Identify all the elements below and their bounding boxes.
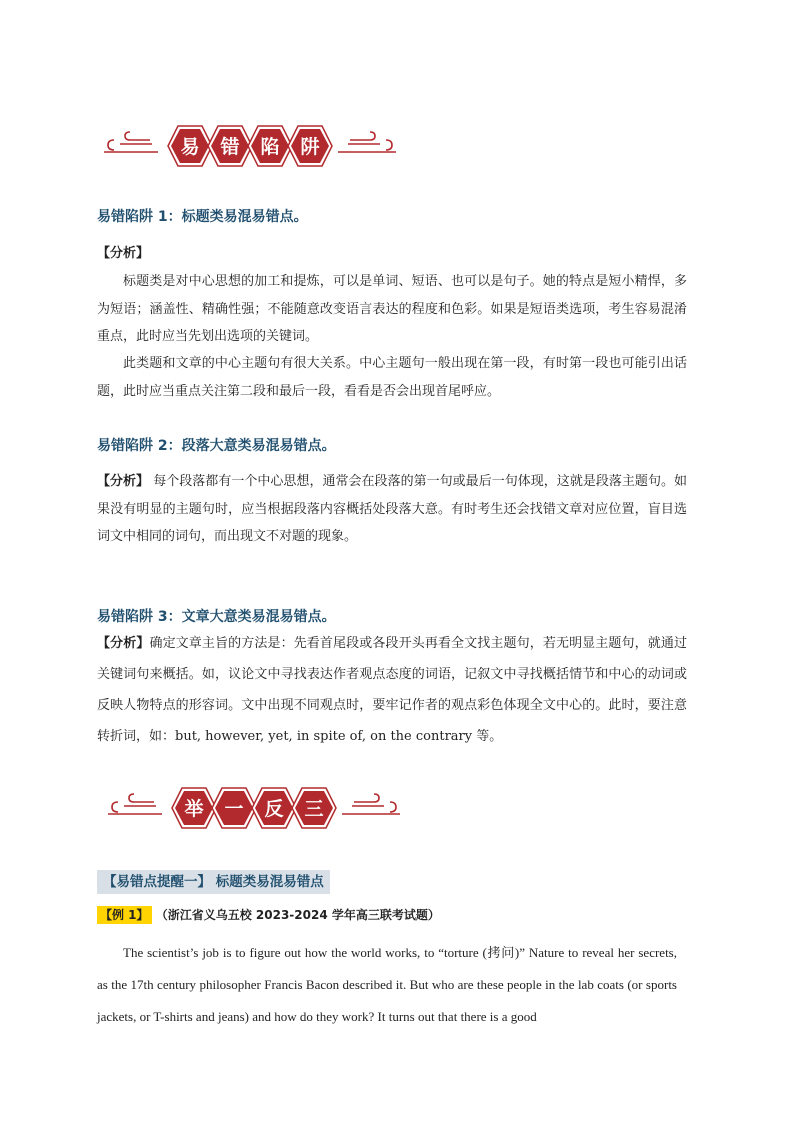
reminder-heading: 【易错点提醒一】 标题类易混易错点 (97, 870, 330, 894)
trap1-paragraph-1: 标题类是对中心思想的加工和提炼，可以是单词、短语、也可以是句子。她的特点是短小精悍，多为短语；涵盖性、精确性强；不能随意改变语言表达的程度和色彩。如果是短语类选项，考生容易混淆重点，此时应当先划出选项的关键词。 (97, 274, 687, 344)
trap1-paragraph-2: 此类题和文章的中心主题句有很大关系。中心主题句一般出现在第一段，有时第一段也可能引出话题，此时应当重点关注第二段和最后一段，看看是否会出现首尾呼应。 (97, 356, 687, 399)
trap3-heading: 易错陷阱 3：文章大意类易混易错点。 (97, 609, 336, 625)
trap2-heading: 易错陷阱 2：段落大意类易混易错点。 (97, 438, 336, 454)
banner-char: 阱 (300, 136, 320, 158)
trap1-analysis (97, 240, 687, 268)
example-tag: 【例 1】 (97, 906, 152, 924)
analysis-label: 【分析】 (97, 636, 150, 651)
trap3-analysis (97, 628, 687, 752)
example-header (97, 906, 440, 923)
banner-char: 一 (224, 798, 244, 820)
trap1-heading: 易错陷阱 1：标题类易混易错点。 (97, 209, 308, 225)
analysis-label: 【分析】 (97, 246, 150, 261)
trap3-paragraph: 确定文章主旨的方法是：先看首尾段或各段开头再看全文找主题句，若无明显主题句，就通过关键词句来概括。如，议论文中寻找表达作者观点态度的词语，记叙文中寻找概括情节和中心的动词或反映人物特点的形容词。文中出现不同观点时，要牢记作者的观点彩色体现全文中心的。此时，要注意转折词，如：but, however, yet, in spite of, on the contrary 等。 (97, 636, 687, 744)
reading-passage: The scientist’s job is to figure out how the world works, to “torture (拷问)” Nature to reveal her secrets, as the 17th century philosopher Francis Bacon described it. But who are these people in the lab coats (or sports jackets, or T-shirts and jeans) and how do they work? It turns out that there is a good (97, 945, 677, 1024)
trap2-analysis (97, 468, 687, 551)
banner-char: 三 (304, 798, 324, 820)
banner-char: 错 (220, 136, 240, 158)
banner-char: 反 (264, 798, 284, 820)
banner-char: 陷 (260, 136, 280, 158)
trap2-paragraph: 每个段落都有一个中心思想，通常会在段落的第一句或最后一句体现，这就是段落主题句。如果没有明显的主题句时，应当根据段落内容概括处段落大意。有时考生还会找错文章对应位置，盲目选词文中相同的词句，而出现文不对题的现象。 (97, 474, 687, 544)
banner-practice (104, 780, 404, 836)
banner-char: 易 (180, 136, 200, 158)
banner-char: 举 (184, 798, 204, 820)
banner-traps (100, 118, 400, 174)
example-source: （浙江省义乌五校 2023-2024 学年高三联考试题） (155, 908, 440, 922)
analysis-label: 【分析】 (97, 474, 150, 489)
